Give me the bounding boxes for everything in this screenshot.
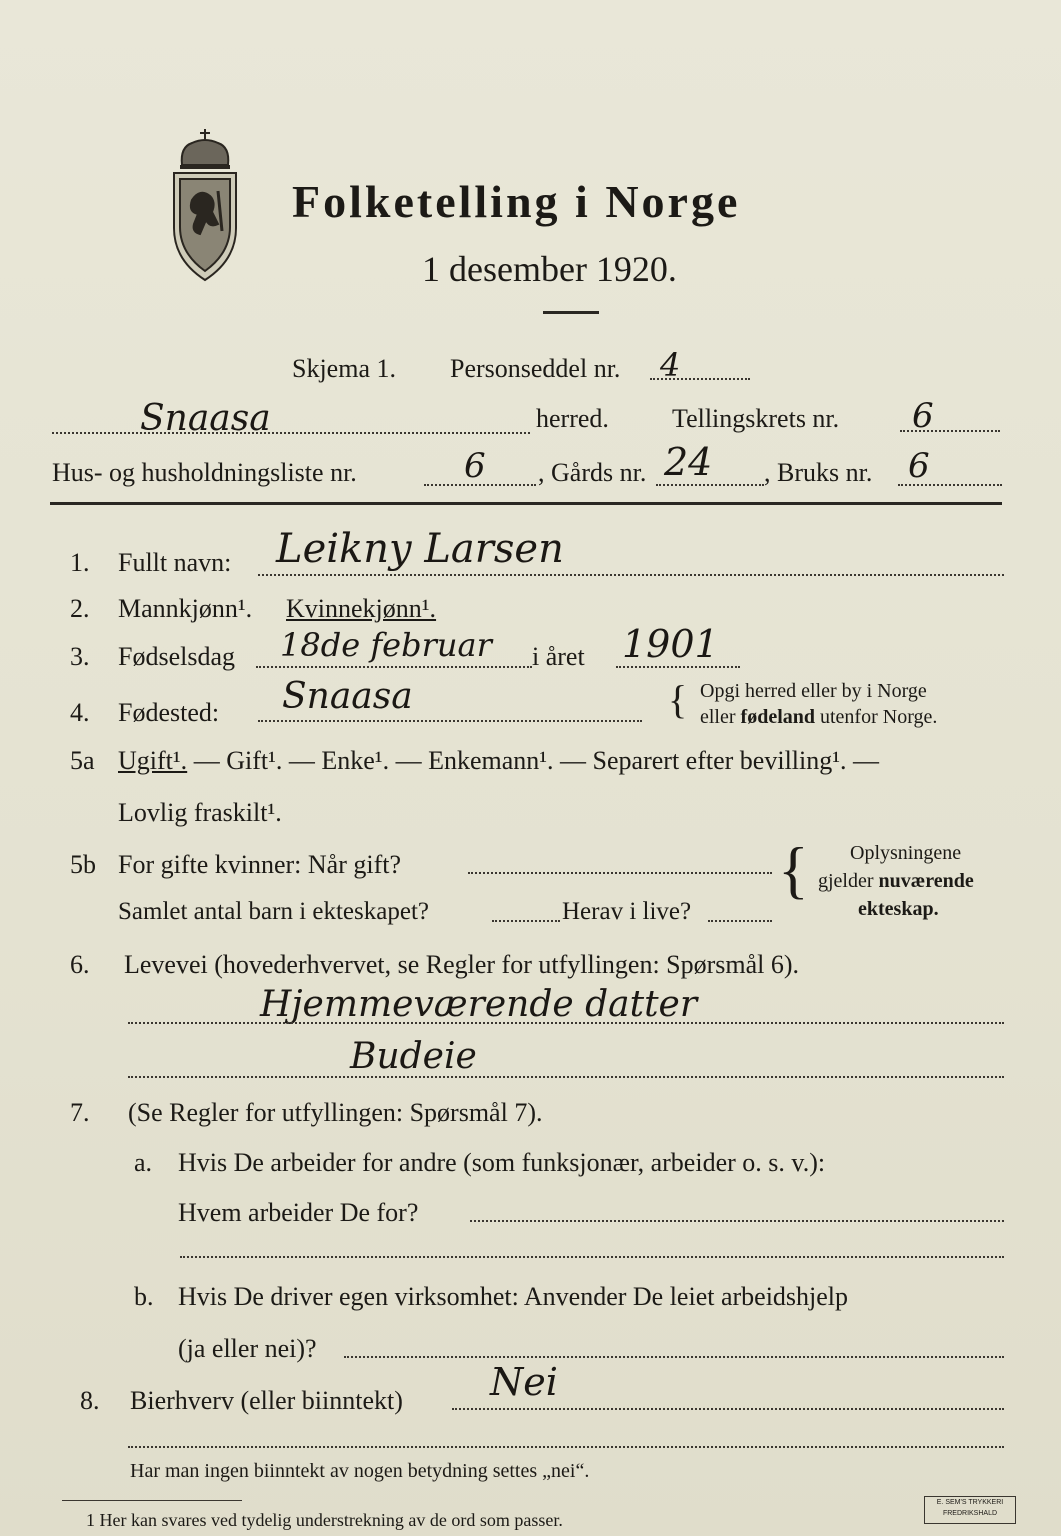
q1-line xyxy=(258,574,1004,576)
q4-number: 4. xyxy=(70,698,90,727)
q6-line2 xyxy=(128,1076,1004,1078)
hus-value[interactable]: 6 xyxy=(464,446,486,486)
q3-year-line xyxy=(616,666,740,668)
personseddel-value[interactable]: 4 xyxy=(660,346,681,384)
q5b-brace: { xyxy=(778,834,809,905)
marital-other-options[interactable]: — Gift¹. — Enke¹. — Enkemann¹. — Separert efter bevilling¹. — xyxy=(187,746,880,775)
q5b-note-line1: Oplysningene xyxy=(850,842,962,864)
q3-line xyxy=(256,666,532,668)
q1-number: 1. xyxy=(70,548,90,577)
personseddel-label: Personseddel nr. xyxy=(450,354,621,383)
q5b-alive-line xyxy=(708,920,772,922)
q7b-letter: b. xyxy=(134,1282,154,1311)
q5b-children-line xyxy=(492,920,560,922)
q8-line1 xyxy=(452,1408,1004,1410)
q3-label: Fødselsdag xyxy=(118,642,235,671)
bruks-label: , Bruks nr. xyxy=(764,458,873,487)
q4-note2-pre: eller xyxy=(700,706,741,728)
q5b-children-label: Samlet antal barn i ekteskapet? xyxy=(118,898,429,925)
q5b-number: 5b xyxy=(70,850,96,879)
q7a-label: Hvis De arbeider for andre (som funksjonær, arbeider o. s. v.): xyxy=(178,1148,826,1177)
occupation-value-line2[interactable]: Budeie xyxy=(350,1036,477,1077)
bruks-value[interactable]: 6 xyxy=(908,446,930,486)
q7-number: 7. xyxy=(70,1098,90,1127)
footnote-rule xyxy=(62,1500,242,1501)
q5b-alive-label: Herav i live? xyxy=(562,898,692,925)
hus-label: Hus- og husholdningsliste nr. xyxy=(52,458,357,487)
coat-of-arms-icon xyxy=(160,125,250,285)
title-dash xyxy=(543,311,599,314)
no-income-note: Har man ingen biinntekt av nogen betydning settes „nei“. xyxy=(130,1460,590,1482)
q5a-options xyxy=(118,746,879,776)
q4-note-line1: Opgi herred eller by i Norge xyxy=(700,680,927,702)
q4-note2-post: utenfor Norge. xyxy=(815,706,938,728)
q6-line1 xyxy=(128,1022,1004,1024)
male-option[interactable]: Mannkjønn¹. xyxy=(118,594,253,623)
q5b-note-line2 xyxy=(818,870,974,893)
herred-line xyxy=(52,432,530,434)
gards-label: , Gårds nr. xyxy=(538,458,647,487)
q8-number: 8. xyxy=(80,1386,100,1415)
q7b-sub-label: (ja eller nei)? xyxy=(178,1334,317,1363)
q5b-when-married-line xyxy=(468,872,772,874)
q4-line xyxy=(258,720,642,722)
herred-value[interactable]: Snaasa xyxy=(140,398,271,439)
q5b-note2-pre: gjelder xyxy=(818,870,879,892)
tellingskrets-value[interactable]: 6 xyxy=(912,396,934,436)
q5b-note2-bold: nuværende xyxy=(878,870,974,892)
gards-line xyxy=(656,484,764,486)
female-option-underlined[interactable]: Kvinnekjønn¹. xyxy=(286,594,437,623)
q8-label: Bierhverv (eller biinntekt) xyxy=(130,1386,403,1415)
q7b-label: Hvis De driver egen virksomhet: Anvender De leiet arbeidshjelp xyxy=(178,1282,849,1311)
q3-number: 3. xyxy=(70,642,90,671)
schema-label: Skjema 1. xyxy=(292,354,396,383)
form-title: Folketelling i Norge xyxy=(292,176,741,227)
q5b-note-line3: ekteskap. xyxy=(858,898,939,920)
q4-label: Fødested: xyxy=(118,698,220,727)
side-income-value[interactable]: Nei xyxy=(490,1360,558,1404)
q7a-letter: a. xyxy=(134,1148,153,1177)
q1-label: Fullt navn: xyxy=(118,548,232,577)
printer-city: FREDRIKSHALD xyxy=(942,1510,998,1517)
printer-name: E. SEM'S TRYKKERI xyxy=(936,1499,1004,1506)
q6-number: 6. xyxy=(70,950,90,979)
birth-year-value[interactable]: 1901 xyxy=(622,622,719,666)
q7a-sub-label: Hvem arbeider De for? xyxy=(178,1198,419,1227)
divorced-option[interactable]: Lovlig fraskilt¹. xyxy=(118,798,282,827)
q4-note2-bold: fødeland xyxy=(740,706,815,728)
footnote: 1 Her kan svares ved tydelig understrekning av de ord som passer. xyxy=(86,1510,563,1530)
q4-note-line2 xyxy=(700,706,937,729)
q4-brace: { xyxy=(668,677,688,722)
unmarried-option-underlined[interactable]: Ugift¹. xyxy=(118,746,188,775)
census-date: 1 desember 1920. xyxy=(422,249,677,289)
herred-label: herred. xyxy=(536,404,609,433)
q8-line2 xyxy=(128,1446,1004,1448)
tellingskrets-label: Tellingskrets nr. xyxy=(672,404,840,433)
printer-stamp xyxy=(924,1496,1016,1524)
birth-day-month-value[interactable]: 18de februar xyxy=(280,626,492,664)
q7a-line2 xyxy=(180,1256,1004,1258)
birthplace-value[interactable]: Snaasa xyxy=(282,676,413,717)
q5a-number: 5a xyxy=(70,746,95,775)
occupation-value-line1[interactable]: Hjemmeværende datter xyxy=(260,984,698,1025)
q7a-line1 xyxy=(470,1220,1004,1222)
q7b-line xyxy=(344,1356,1004,1358)
q3-year-label: i året xyxy=(532,642,585,671)
full-name-value[interactable]: Leikny Larsen xyxy=(276,526,564,572)
q2-number: 2. xyxy=(70,594,90,623)
header-divider xyxy=(50,502,1002,505)
q7-label: (Se Regler for utfyllingen: Spørsmål 7). xyxy=(128,1098,543,1127)
q6-label: Levevei (hovederhvervet, se Regler for utfyllingen: Spørsmål 6). xyxy=(124,950,800,979)
gards-value[interactable]: 24 xyxy=(664,440,713,484)
q5b-when-married-label: For gifte kvinner: Når gift? xyxy=(118,850,402,879)
